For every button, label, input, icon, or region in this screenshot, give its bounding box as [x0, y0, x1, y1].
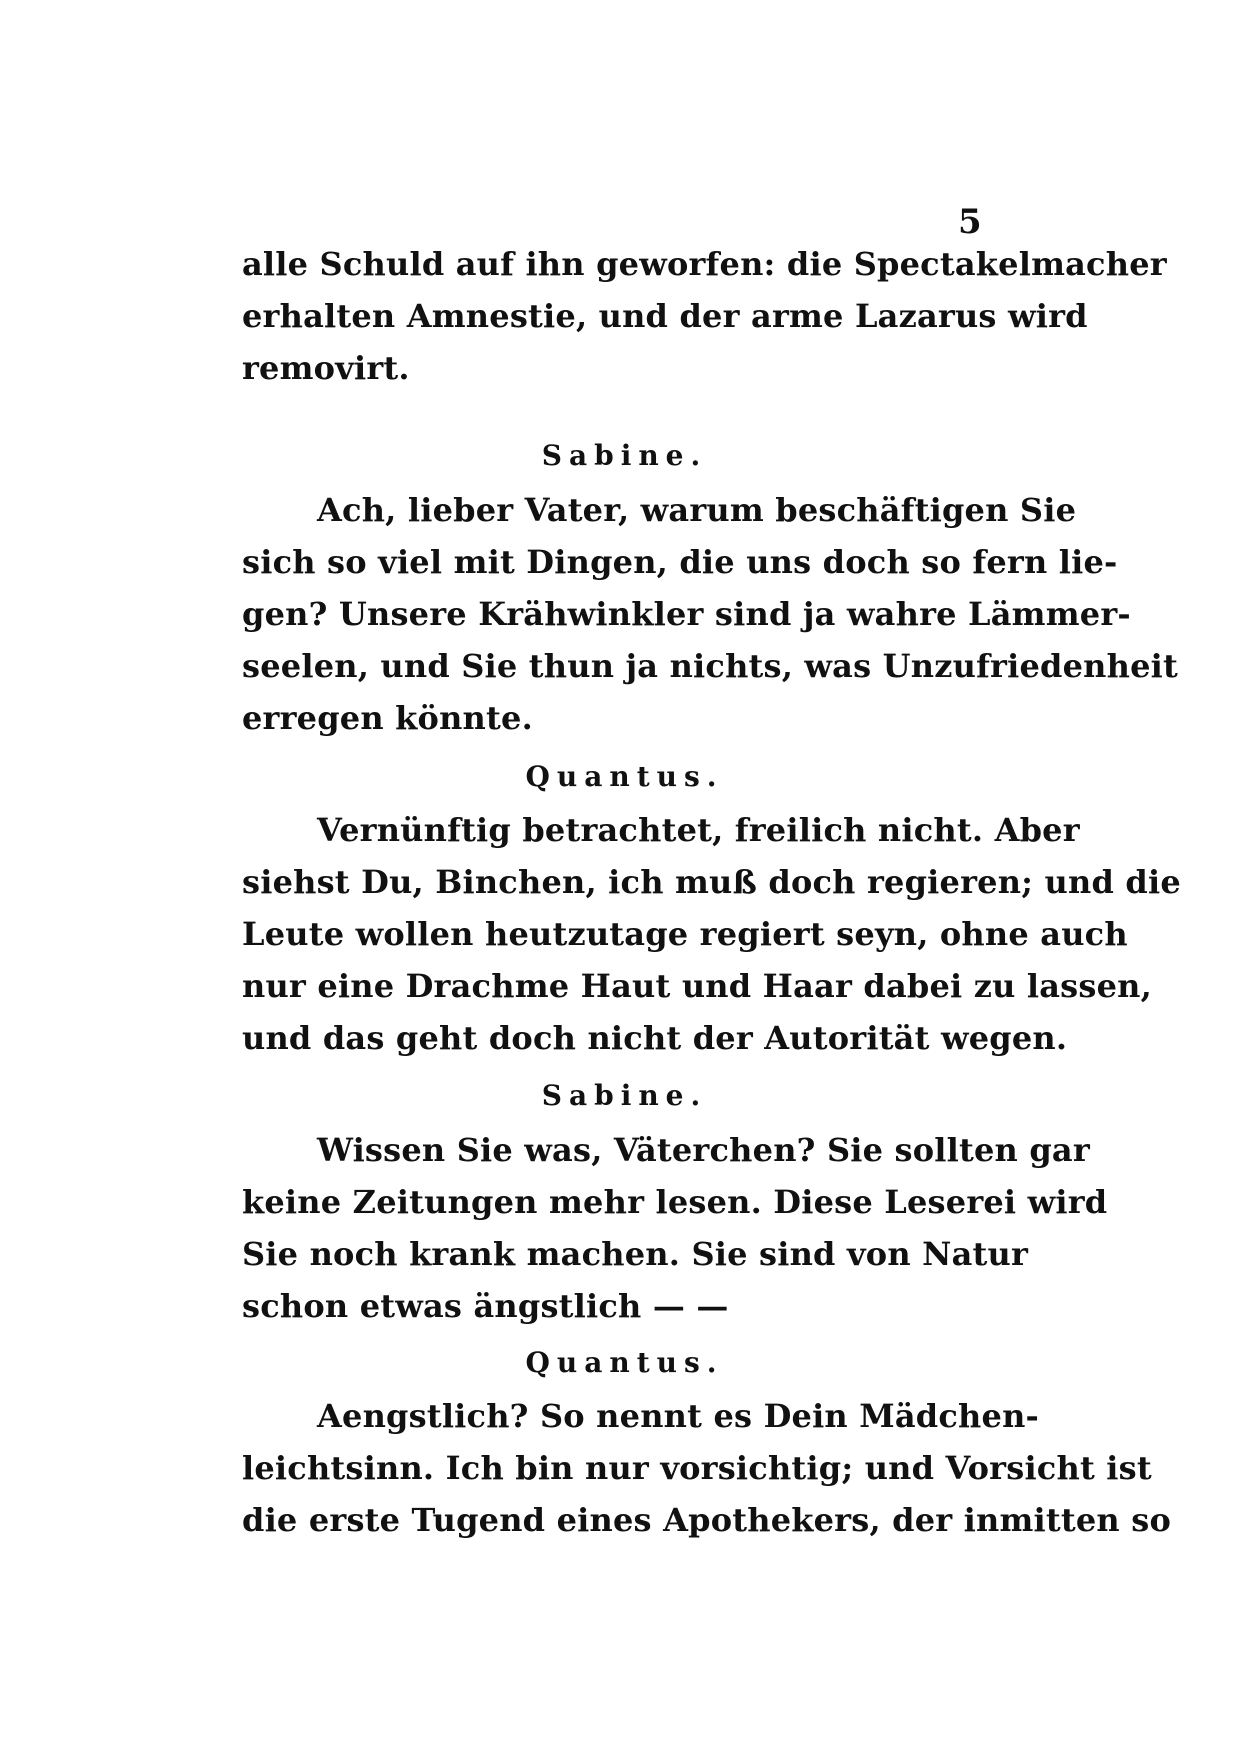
text-line: schon etwas ängstlich — — — [242, 1287, 729, 1325]
speaker-heading: Quantus. — [525, 1346, 724, 1379]
text-line: erhalten Amnestie, und der arme Lazarus wird — [242, 297, 1088, 335]
text-line: seelen, und Sie thun ja nichts, was Unzufriedenheit — [242, 647, 1178, 685]
text-line: Vernünftig betrachtet, freilich nicht. Aber — [317, 811, 1080, 849]
text-line: Sie noch krank machen. Sie sind von Natur — [242, 1235, 1029, 1273]
text-line: erregen könnte. — [242, 699, 533, 737]
paragraph-2 — [242, 484, 1178, 744]
text-line: sich so viel mit Dingen, die uns doch so fern lie- — [242, 543, 1118, 581]
text-line: alle Schuld auf ihn geworfen: die Spectakelmacher — [242, 245, 1167, 283]
text-line: Ach, lieber Vater, warum beschäftigen Sie — [317, 491, 1077, 529]
text-line: Leute wollen heutzutage regiert seyn, ohne auch — [242, 915, 1128, 953]
speaker-heading: Sabine. — [541, 439, 708, 472]
speaker-heading: Quantus. — [525, 760, 724, 793]
text-line: die erste Tugend eines Apothekers, der inmitten so — [242, 1501, 1171, 1539]
text-line: nur eine Drachme Haut und Haar dabei zu lassen, — [242, 967, 1152, 1005]
paragraph-5 — [242, 1390, 1171, 1546]
paragraph-3 — [242, 804, 1181, 1064]
text-line: und das geht doch nicht der Autorität wegen. — [242, 1019, 1068, 1057]
text-line: Wissen Sie was, Väterchen? Sie sollten gar — [317, 1131, 1090, 1169]
text-line: siehst Du, Binchen, ich muß doch regieren; und die — [242, 863, 1181, 901]
text-line: Aengstlich? So nennt es Dein Mädchen- — [317, 1397, 1040, 1435]
text-line: gen? Unsere Krähwinkler sind ja wahre Lämmer- — [242, 595, 1131, 633]
text-line: removirt. — [242, 349, 410, 387]
speaker-heading: Sabine. — [541, 1079, 708, 1112]
paragraph-1 — [242, 238, 1167, 394]
text-line: keine Zeitungen mehr lesen. Diese Leserei wird — [242, 1183, 1108, 1221]
page-number: 5 — [958, 202, 982, 242]
text-line: leichtsinn. Ich bin nur vorsichtig; und Vorsicht ist — [242, 1449, 1152, 1487]
paragraph-4 — [242, 1124, 1108, 1332]
